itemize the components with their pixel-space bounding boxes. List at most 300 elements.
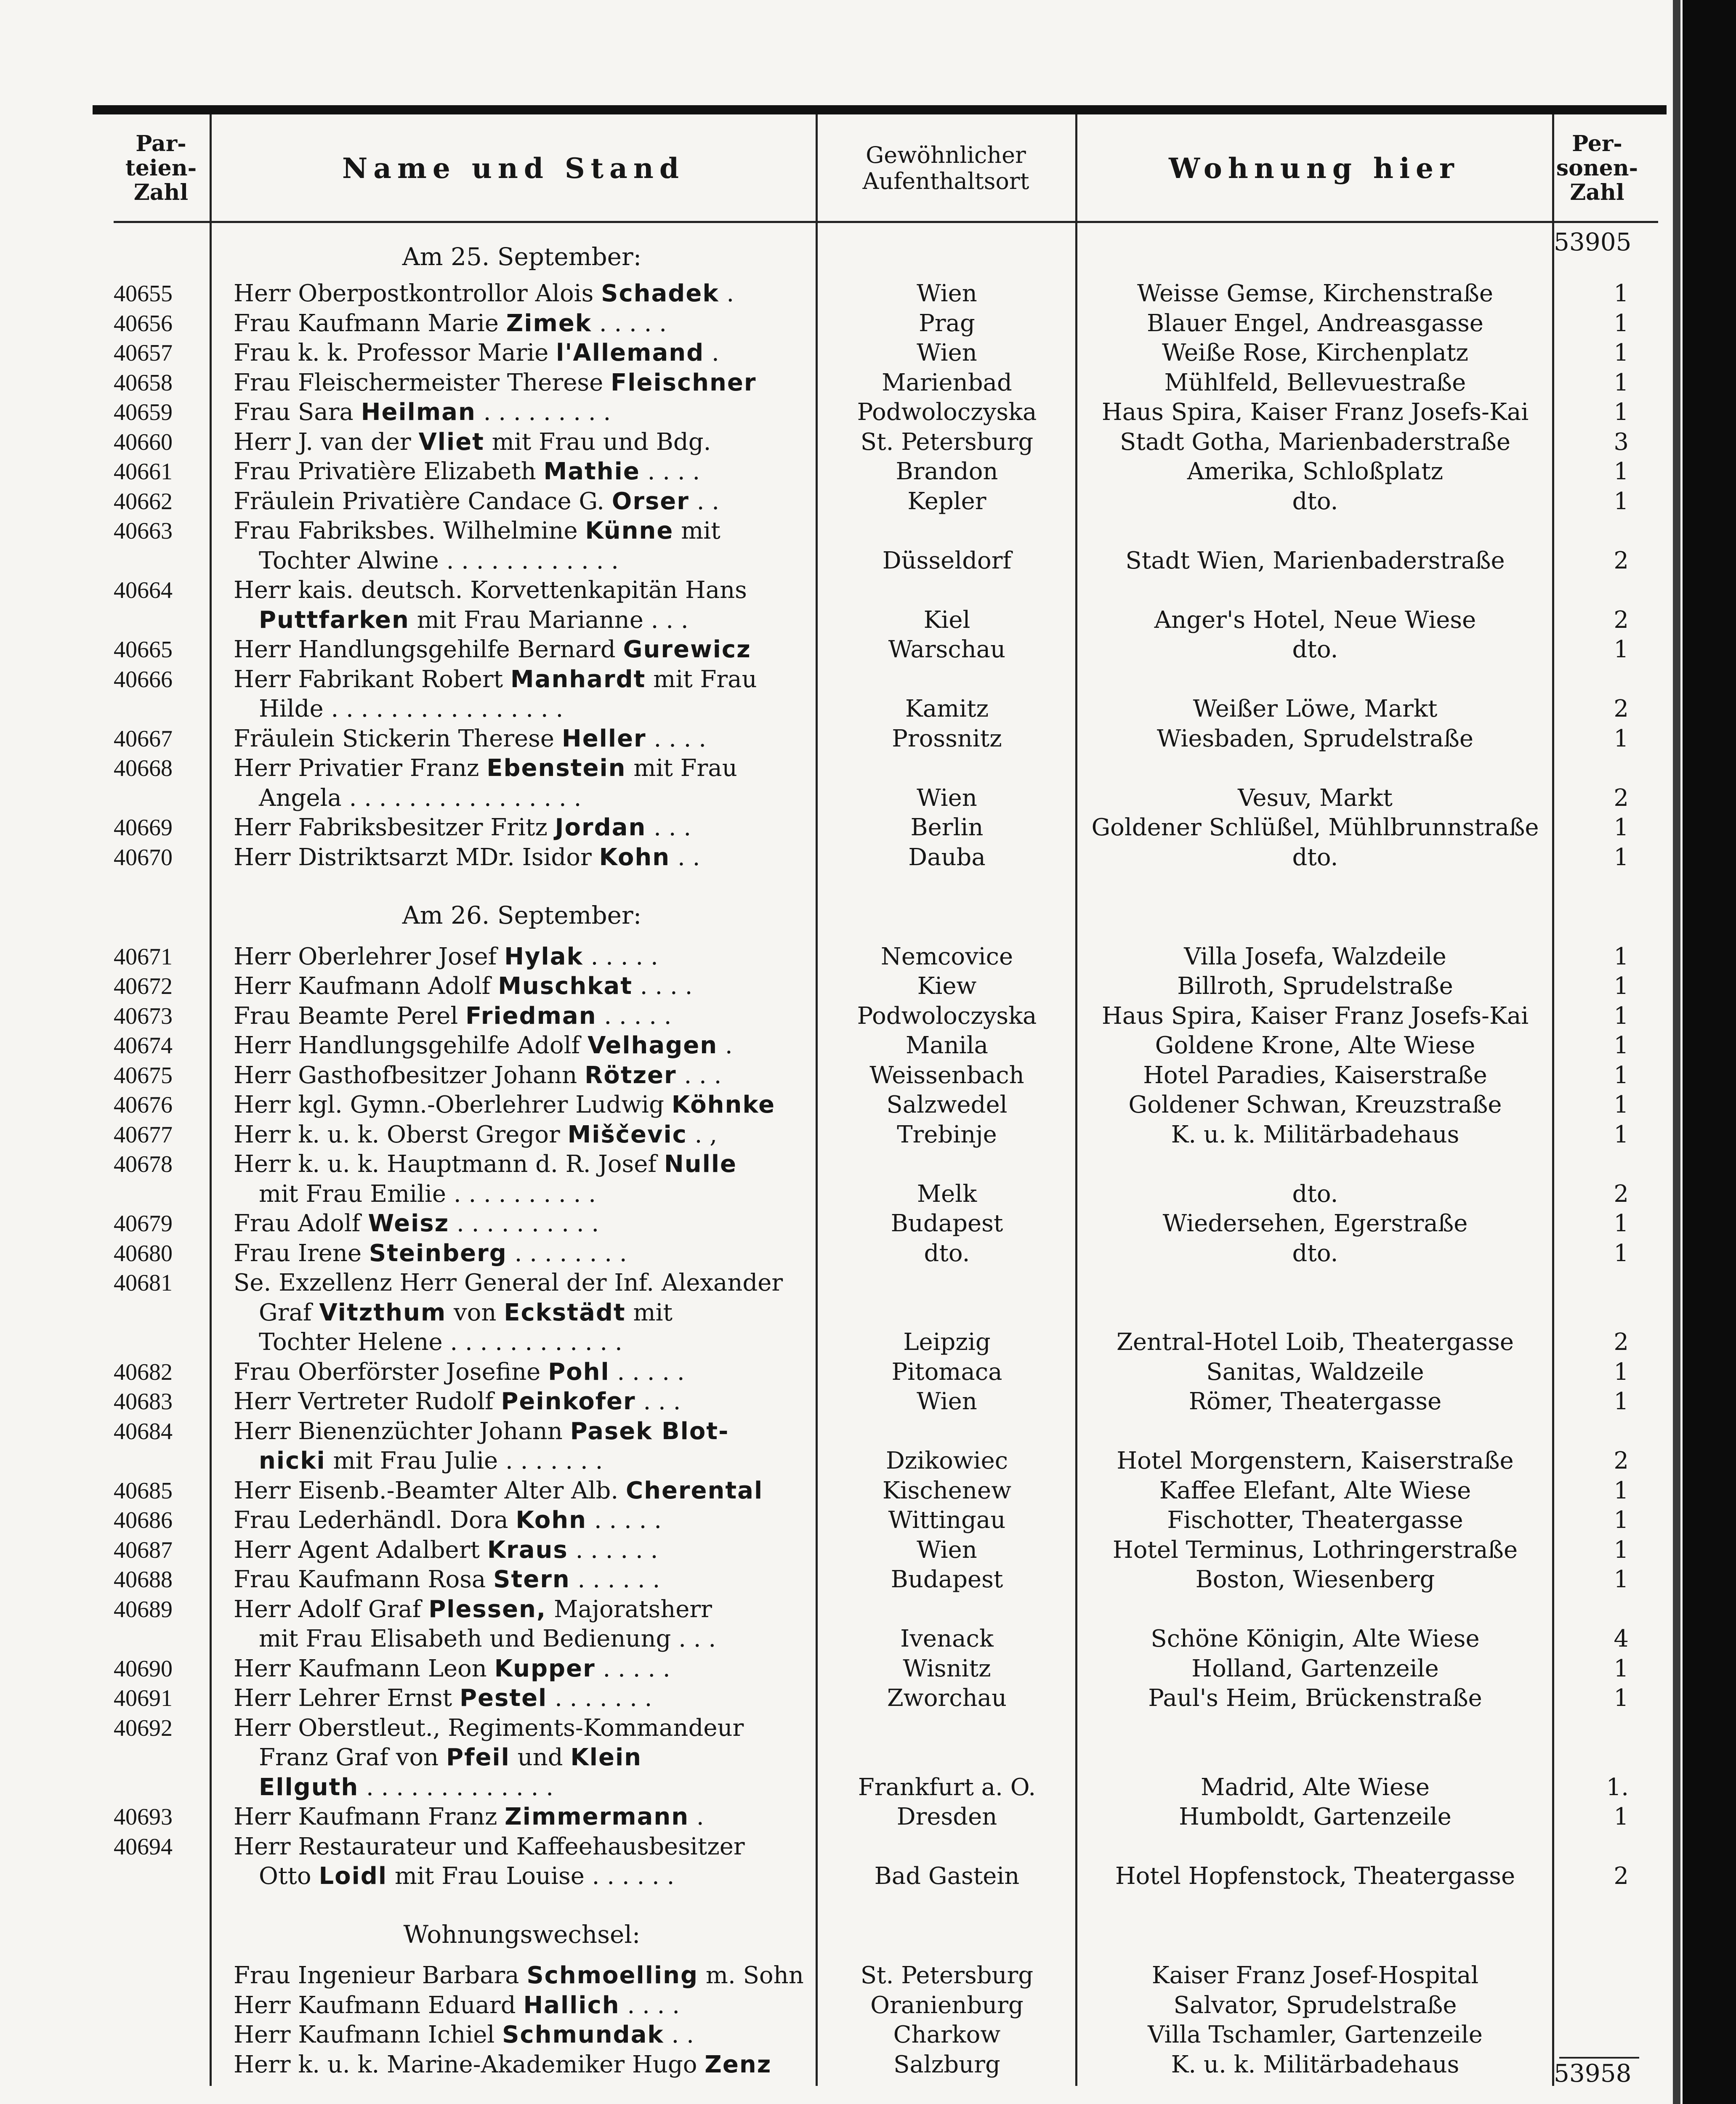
usual-residence: Wien xyxy=(917,339,977,367)
name-text: Herr Kaufmann Leon xyxy=(234,1655,494,1682)
surname: Pestel xyxy=(459,1684,548,1712)
surname: Cherental xyxy=(625,1477,763,1504)
name-and-status xyxy=(234,754,810,783)
name-text: . . . . xyxy=(640,458,700,486)
register-entry-line xyxy=(0,784,1683,813)
party-number: 40655 xyxy=(114,281,173,307)
name-and-status xyxy=(234,843,810,872)
persons-count: 1 xyxy=(1614,1684,1629,1712)
name-text: Herr Vertreter Rudolf xyxy=(234,1388,501,1416)
persons-count: 1 xyxy=(1614,339,1629,367)
surname: Nulle xyxy=(664,1150,737,1178)
name-and-status xyxy=(234,457,810,486)
name-text: Frau Privatière Elizabeth xyxy=(234,458,544,486)
name-and-status xyxy=(234,1624,835,1654)
name-and-status xyxy=(234,398,810,427)
party-number: 40660 xyxy=(114,429,173,455)
usual-residence: Budapest xyxy=(891,1210,1003,1238)
local-address: Stadt Wien, Marienbaderstraße xyxy=(1125,547,1505,574)
name-text: Frau Kaufmann Rosa xyxy=(234,1566,494,1594)
local-address: Römer, Theatergasse xyxy=(1188,1388,1442,1416)
name-text: Herr Oberstleut., Regiments-Kommandeur xyxy=(234,1714,744,1742)
name-text: mit Frau Elisabeth und Bedienung . . . xyxy=(259,1625,716,1653)
usual-residence: Prag xyxy=(919,309,975,337)
surname: Kupper xyxy=(494,1655,596,1682)
local-address: Boston, Wiesenberg xyxy=(1195,1566,1435,1594)
local-address: dto. xyxy=(1292,1239,1338,1267)
name-text: . . . . . xyxy=(595,1655,670,1682)
name-text: . . . xyxy=(646,814,691,842)
name-and-status xyxy=(234,1991,810,2020)
local-address: Wiedersehen, Egerstraße xyxy=(1162,1210,1468,1238)
name-text: . . . . . . xyxy=(568,1536,658,1564)
name-text: Graf xyxy=(259,1299,319,1326)
register-entry-line xyxy=(0,1476,1683,1506)
party-number: 40689 xyxy=(114,1596,173,1623)
name-text: . . . . xyxy=(646,725,707,752)
local-address: Goldener Schwan, Kreuzstraße xyxy=(1128,1091,1502,1119)
register-entry-line xyxy=(0,428,1683,457)
name-and-status xyxy=(234,1862,835,1891)
surname: Hylak xyxy=(504,943,583,970)
persons-count: 1 xyxy=(1614,369,1629,396)
name-text: Herr k. u. k. Marine-Akademiker Hugo xyxy=(234,2051,705,2078)
party-number: 40693 xyxy=(114,1804,173,1830)
surname: Manhardt xyxy=(510,665,646,693)
local-address: Fischotter, Theatergasse xyxy=(1167,1506,1463,1534)
local-address: Schöne Königin, Alte Wiese xyxy=(1151,1625,1480,1653)
header-wohnung-hier: Wohnung hier xyxy=(1169,152,1460,185)
name-text: Herr Bienenzüchter Johann xyxy=(234,1417,570,1445)
persons-count: 1 xyxy=(1614,1121,1629,1148)
name-text: Herr kais. deutsch. Korvettenkapitän Hans xyxy=(234,576,747,604)
surname: Puttfarken xyxy=(259,606,409,634)
name-and-status xyxy=(234,635,810,664)
usual-residence: Wittingau xyxy=(888,1506,1006,1534)
local-address: Hotel Morgenstern, Kaiserstraße xyxy=(1117,1447,1514,1475)
persons-count: 1 xyxy=(1614,1239,1629,1267)
name-text: mit Frau xyxy=(626,754,737,782)
surname: Zimek xyxy=(506,309,592,337)
usual-residence: Ivenack xyxy=(900,1625,994,1653)
local-address: Anger's Hotel, Neue Wiese xyxy=(1154,606,1476,634)
party-number: 40667 xyxy=(114,725,173,752)
usual-residence: Marienbad xyxy=(882,369,1012,396)
usual-residence: Kepler xyxy=(907,487,986,515)
surname: Gurewicz xyxy=(623,636,751,664)
party-number: 40656 xyxy=(114,310,173,337)
usual-residence: Kiel xyxy=(923,606,970,634)
name-text: Herr Eisenb.-Beamter Alter Alb. xyxy=(234,1477,626,1504)
persons-count: 2 xyxy=(1614,1180,1629,1208)
register-entry-line xyxy=(0,1120,1683,1150)
name-text: . . . xyxy=(635,1388,681,1416)
register-entry-line xyxy=(0,1773,1683,1802)
name-and-status xyxy=(234,1417,810,1446)
name-and-status xyxy=(234,487,810,516)
register-entry-line xyxy=(0,1565,1683,1594)
local-address: Weisse Gemse, Kirchenstraße xyxy=(1137,280,1493,308)
name-and-status xyxy=(234,1180,835,1209)
party-number: 40663 xyxy=(114,518,173,545)
usual-residence: Wisnitz xyxy=(903,1655,991,1682)
surname: Eckstädt xyxy=(504,1299,626,1326)
party-number: 40679 xyxy=(114,1211,173,1237)
surname: Friedman xyxy=(465,1002,597,1030)
usual-residence: Berlin xyxy=(910,814,984,842)
local-address: Billroth, Sprudelstraße xyxy=(1177,972,1453,1000)
header-name-und-stand: Name und Stand xyxy=(342,152,685,185)
name-and-status xyxy=(234,428,810,457)
usual-residence: Melk xyxy=(917,1180,977,1208)
register-entry-line xyxy=(0,1506,1683,1535)
name-and-status xyxy=(234,1595,810,1624)
surname: Köhnke xyxy=(671,1091,776,1119)
local-address: dto. xyxy=(1292,1180,1338,1208)
name-and-status xyxy=(234,1713,810,1743)
local-address: Sanitas, Waldzeile xyxy=(1206,1358,1424,1386)
usual-residence: Podwoloczyska xyxy=(857,1002,1037,1030)
name-text: Majoratsherr xyxy=(546,1595,712,1623)
name-text: Herr Oberpostkontrollor Alois xyxy=(234,280,601,308)
name-text: . , xyxy=(687,1121,718,1148)
persons-count: 1 xyxy=(1614,843,1629,871)
name-text: Herr Restaurateur und Kaffeehausbesitzer xyxy=(234,1833,745,1860)
name-and-status xyxy=(234,1535,810,1565)
usual-residence: Kiew xyxy=(917,972,977,1000)
persons-count: 1 xyxy=(1614,398,1629,426)
register-entry-line xyxy=(0,1061,1683,1090)
register-entry-line xyxy=(0,1595,1683,1624)
persons-count: 1 xyxy=(1614,309,1629,337)
surname: Velhagen xyxy=(588,1032,718,1060)
surname: Fleischner xyxy=(611,369,757,396)
name-and-status xyxy=(234,279,810,308)
name-text: . . xyxy=(670,843,700,871)
register-entry-line xyxy=(0,1002,1683,1031)
name-and-status xyxy=(234,1002,810,1031)
usual-residence: dto. xyxy=(924,1239,970,1267)
party-number: 40671 xyxy=(114,943,173,970)
persons-count: 2 xyxy=(1614,695,1629,723)
section-heading: Wohnungswechsel: xyxy=(403,1920,641,1949)
persons-count: 2 xyxy=(1614,1447,1629,1475)
surname: Plessen, xyxy=(428,1595,547,1623)
register-entry-line xyxy=(0,1654,1683,1684)
header-parteien-zahl: Par- teien- Zahl xyxy=(125,131,197,205)
party-number: 40688 xyxy=(114,1567,173,1593)
name-text: Herr Gasthofbesitzer Johann xyxy=(234,1061,585,1089)
name-and-status xyxy=(234,724,810,754)
persons-count: 2 xyxy=(1614,606,1629,634)
usual-residence: Kischenew xyxy=(882,1477,1012,1504)
register-entry-line xyxy=(0,487,1683,516)
party-number: 40674 xyxy=(114,1033,173,1059)
local-address: Weißer Löwe, Markt xyxy=(1193,695,1438,723)
name-text: . . . . . . . xyxy=(547,1684,652,1712)
register-entry-line xyxy=(0,398,1683,427)
header-personen-zahl: Per- sonen- Zahl xyxy=(1556,131,1638,205)
local-address: Goldene Krone, Alte Wiese xyxy=(1155,1032,1475,1060)
name-text: von xyxy=(446,1299,504,1326)
usual-residence: Dzikowiec xyxy=(885,1447,1008,1475)
usual-residence: Wien xyxy=(917,1536,977,1564)
register-entry-line xyxy=(0,754,1683,783)
name-text: . xyxy=(719,280,734,308)
name-text: Frau Fabriksbes. Wilhelmine xyxy=(234,517,585,545)
local-address: Hotel Hopfenstock, Theatergasse xyxy=(1115,1862,1515,1890)
usual-residence: Brandon xyxy=(896,458,998,486)
usual-residence: Podwoloczyska xyxy=(857,398,1037,426)
surname: Pfeil xyxy=(446,1744,510,1772)
local-address: K. u. k. Militärbadehaus xyxy=(1171,1121,1460,1148)
surname: Kraus xyxy=(487,1536,568,1564)
register-entry-line xyxy=(0,813,1683,842)
surname: Zenz xyxy=(705,2051,772,2078)
name-text: Herr Kaufmann Eduard xyxy=(234,1991,524,2019)
register-entry-line xyxy=(0,2050,1683,2080)
name-and-status xyxy=(234,1476,810,1506)
persons-count: 1 xyxy=(1614,1002,1629,1030)
local-address: Blauer Engel, Andreasgasse xyxy=(1147,309,1483,337)
local-address: Goldener Schlüßel, Mühlbrunnstraße xyxy=(1091,814,1539,842)
local-address: Salvator, Sprudelstraße xyxy=(1173,1991,1457,2019)
name-text: Herr Distriktsarzt MDr. Isidor xyxy=(234,843,599,871)
name-text: und xyxy=(510,1744,571,1772)
page-edge-right xyxy=(1683,0,1736,2104)
name-text: . . . . . xyxy=(596,1002,672,1030)
local-address: dto. xyxy=(1292,636,1338,664)
usual-residence: Prossnitz xyxy=(892,725,1002,752)
local-address: dto. xyxy=(1292,843,1338,871)
usual-residence: Leipzig xyxy=(903,1328,991,1356)
surname: Schmundak xyxy=(502,2021,664,2049)
party-number: 40691 xyxy=(114,1685,173,1712)
name-text: . . . xyxy=(676,1061,722,1089)
register-entry-line xyxy=(0,1031,1683,1060)
register-entry-line xyxy=(0,606,1683,635)
party-number: 40666 xyxy=(114,666,173,693)
surname: Zimmermann xyxy=(505,1803,689,1831)
name-text: Frau Kaufmann Marie xyxy=(234,309,506,337)
persons-count: 1 xyxy=(1614,1566,1629,1594)
party-number: 40681 xyxy=(114,1270,173,1296)
party-number: 40685 xyxy=(114,1477,173,1504)
persons-count: 1 xyxy=(1614,725,1629,752)
register-entry-line xyxy=(0,1150,1683,1179)
name-text: mit Frau Julie . . . . . . . xyxy=(325,1447,603,1475)
usual-residence: Düsseldorf xyxy=(882,547,1012,574)
local-address: Villa Tschamler, Gartenzeile xyxy=(1148,2021,1483,2049)
usual-residence: Salzwedel xyxy=(886,1091,1008,1119)
persons-count: 2 xyxy=(1614,1328,1629,1356)
surname: Peinkofer xyxy=(501,1388,636,1416)
party-number: 40683 xyxy=(114,1389,173,1415)
name-text: . xyxy=(704,339,719,367)
register-entry-line xyxy=(0,1328,1683,1357)
persons-count: 1 xyxy=(1614,487,1629,515)
local-address: K. u. k. Militärbadehaus xyxy=(1171,2051,1460,2078)
persons-count: 1 xyxy=(1614,1210,1629,1238)
surname: Heller xyxy=(561,725,646,752)
name-and-status xyxy=(234,813,810,842)
name-text: . . . . . xyxy=(587,1506,662,1534)
name-and-status xyxy=(234,1684,810,1713)
party-number: 40665 xyxy=(114,637,173,663)
name-text: Frau Lederhändl. Dora xyxy=(234,1506,516,1534)
name-and-status xyxy=(234,1209,810,1238)
register-entry-line xyxy=(0,1298,1683,1328)
section-heading: Am 25. September: xyxy=(402,242,642,271)
party-number: 40692 xyxy=(114,1715,173,1741)
party-number: 40682 xyxy=(114,1359,173,1385)
name-and-status xyxy=(234,1061,810,1090)
name-text: Herr Fabrikant Robert xyxy=(234,665,510,693)
persons-count: 3 xyxy=(1614,428,1629,456)
party-number: 40677 xyxy=(114,1121,173,1148)
name-and-status xyxy=(234,576,810,605)
register-entry-line xyxy=(0,1862,1683,1891)
local-address: Paul's Heim, Brückenstraße xyxy=(1148,1684,1482,1712)
persons-count: 1 xyxy=(1614,636,1629,664)
header-aufenthaltsort: Gewöhnlicher Aufenthaltsort xyxy=(862,142,1029,194)
register-entry-line xyxy=(0,1684,1683,1713)
usual-residence: St. Petersburg xyxy=(860,428,1034,456)
register-entry-line xyxy=(0,635,1683,664)
surname: Heilman xyxy=(361,398,476,426)
name-text: Herr k. u. k. Hauptmann d. R. Josef xyxy=(234,1150,664,1178)
usual-residence: Charkow xyxy=(893,2021,1001,2049)
register-entry-line xyxy=(0,1624,1683,1654)
usual-residence: Wien xyxy=(917,784,977,812)
register-entry-line xyxy=(0,1417,1683,1446)
name-and-status xyxy=(234,972,810,1001)
surname: Jordan xyxy=(555,814,646,842)
name-text: Frau Oberförster Josefine xyxy=(234,1358,548,1386)
register-entry-line xyxy=(0,1991,1683,2020)
register-entry-line xyxy=(0,724,1683,754)
usual-residence: Wien xyxy=(917,1388,977,1416)
usual-residence: Budapest xyxy=(891,1566,1003,1594)
name-and-status xyxy=(234,1743,835,1772)
register-entry-line xyxy=(0,1090,1683,1120)
name-text: Herr J. van der xyxy=(234,428,419,456)
surname: nicki xyxy=(259,1447,326,1475)
persons-count: 1 xyxy=(1614,1358,1629,1386)
name-text: . . xyxy=(689,487,720,515)
usual-residence: Dresden xyxy=(896,1803,997,1831)
name-text: Fräulein Privatière Candace G. xyxy=(234,487,612,515)
name-and-status xyxy=(234,1328,835,1357)
usual-residence: Bad Gastein xyxy=(874,1862,1020,1890)
register-entry-line xyxy=(0,1387,1683,1416)
name-text: Herr Privatier Franz xyxy=(234,754,487,782)
local-address: Wiesbaden, Sprudelstraße xyxy=(1156,725,1474,752)
surname: Schmoelling xyxy=(526,1962,699,1990)
surname: l'Allemand xyxy=(556,339,705,367)
party-number: 40678 xyxy=(114,1151,173,1178)
party-number: 40662 xyxy=(114,488,173,515)
persons-count: 2 xyxy=(1614,1862,1629,1890)
register-entry-line xyxy=(0,1535,1683,1565)
name-text: . . . . xyxy=(633,972,693,1000)
name-text: mit xyxy=(673,517,720,545)
name-text: mit Frau Marianne . . . xyxy=(409,606,689,634)
name-text: . . . . . xyxy=(583,943,658,970)
name-text: Frau Irene xyxy=(234,1239,369,1267)
surname: Kohn xyxy=(599,843,670,871)
register-entry-line xyxy=(0,665,1683,694)
party-number: 40658 xyxy=(114,369,173,396)
name-and-status xyxy=(234,1387,810,1416)
persons-count: 1 xyxy=(1614,1803,1629,1831)
local-address: Villa Josefa, Walzdeile xyxy=(1184,943,1446,970)
usual-residence: Warschau xyxy=(888,636,1006,664)
usual-residence: Dauba xyxy=(908,843,986,871)
name-text: Tochter Helene . . . . . . . . . . . . xyxy=(259,1328,622,1356)
register-entry-line xyxy=(0,368,1683,398)
name-text: mit Frau Emilie . . . . . . . . . . xyxy=(259,1180,596,1208)
name-and-status xyxy=(234,1773,835,1802)
name-and-status xyxy=(234,1239,810,1268)
name-and-status xyxy=(234,694,835,724)
register-entry-line xyxy=(0,338,1683,368)
usual-residence: Nemcovice xyxy=(880,943,1013,970)
persons-count: 1 xyxy=(1614,1388,1629,1416)
party-number: 40661 xyxy=(114,459,173,485)
name-text: . xyxy=(689,1803,704,1831)
name-text: . . . . . . xyxy=(570,1566,660,1594)
surname: Orser xyxy=(611,487,689,515)
name-and-status xyxy=(234,784,835,813)
local-address: Amerika, Schloßplatz xyxy=(1187,458,1444,486)
name-text: Otto xyxy=(259,1862,319,1890)
table-top-rule xyxy=(93,105,1667,114)
usual-residence: Weissenbach xyxy=(869,1061,1024,1089)
name-and-status xyxy=(234,665,810,694)
name-text: . . . . . . . . xyxy=(507,1239,627,1267)
name-and-status xyxy=(234,309,810,338)
persons-count: 1 xyxy=(1614,1477,1629,1504)
name-and-status xyxy=(234,1268,810,1298)
register-entry-line xyxy=(0,279,1683,308)
party-number: 40690 xyxy=(114,1655,173,1682)
party-number: 40675 xyxy=(114,1062,173,1089)
name-text: . . . . xyxy=(619,1991,680,2019)
name-and-status xyxy=(234,1832,810,1862)
usual-residence: Salzburg xyxy=(893,2051,1000,2078)
register-entry-line xyxy=(0,1239,1683,1268)
name-and-status xyxy=(234,1802,810,1832)
name-text: Herr Handlungsgehilfe Adolf xyxy=(234,1032,588,1060)
persons-count: 1 xyxy=(1614,1032,1629,1060)
local-address: Kaiser Franz Josef-Hospital xyxy=(1151,1962,1479,1990)
party-number: 40684 xyxy=(114,1418,173,1445)
usual-residence: Oranienburg xyxy=(870,1991,1024,2019)
party-number: 40694 xyxy=(114,1833,173,1860)
usual-residence: Kamitz xyxy=(905,695,989,723)
name-and-status xyxy=(234,1031,810,1060)
name-and-status xyxy=(234,546,835,576)
name-text: Angela . . . . . . . . . . . . . . . . xyxy=(259,784,582,812)
name-text: mit xyxy=(625,1299,673,1326)
surname: Ebenstein xyxy=(487,754,626,782)
name-and-status xyxy=(234,2050,810,2080)
name-text: Fräulein Stickerin Therese xyxy=(234,725,562,752)
surname: Hallich xyxy=(523,1991,620,2019)
name-text: Herr Oberlehrer Josef xyxy=(234,943,505,970)
surname: Vliet xyxy=(418,428,484,456)
